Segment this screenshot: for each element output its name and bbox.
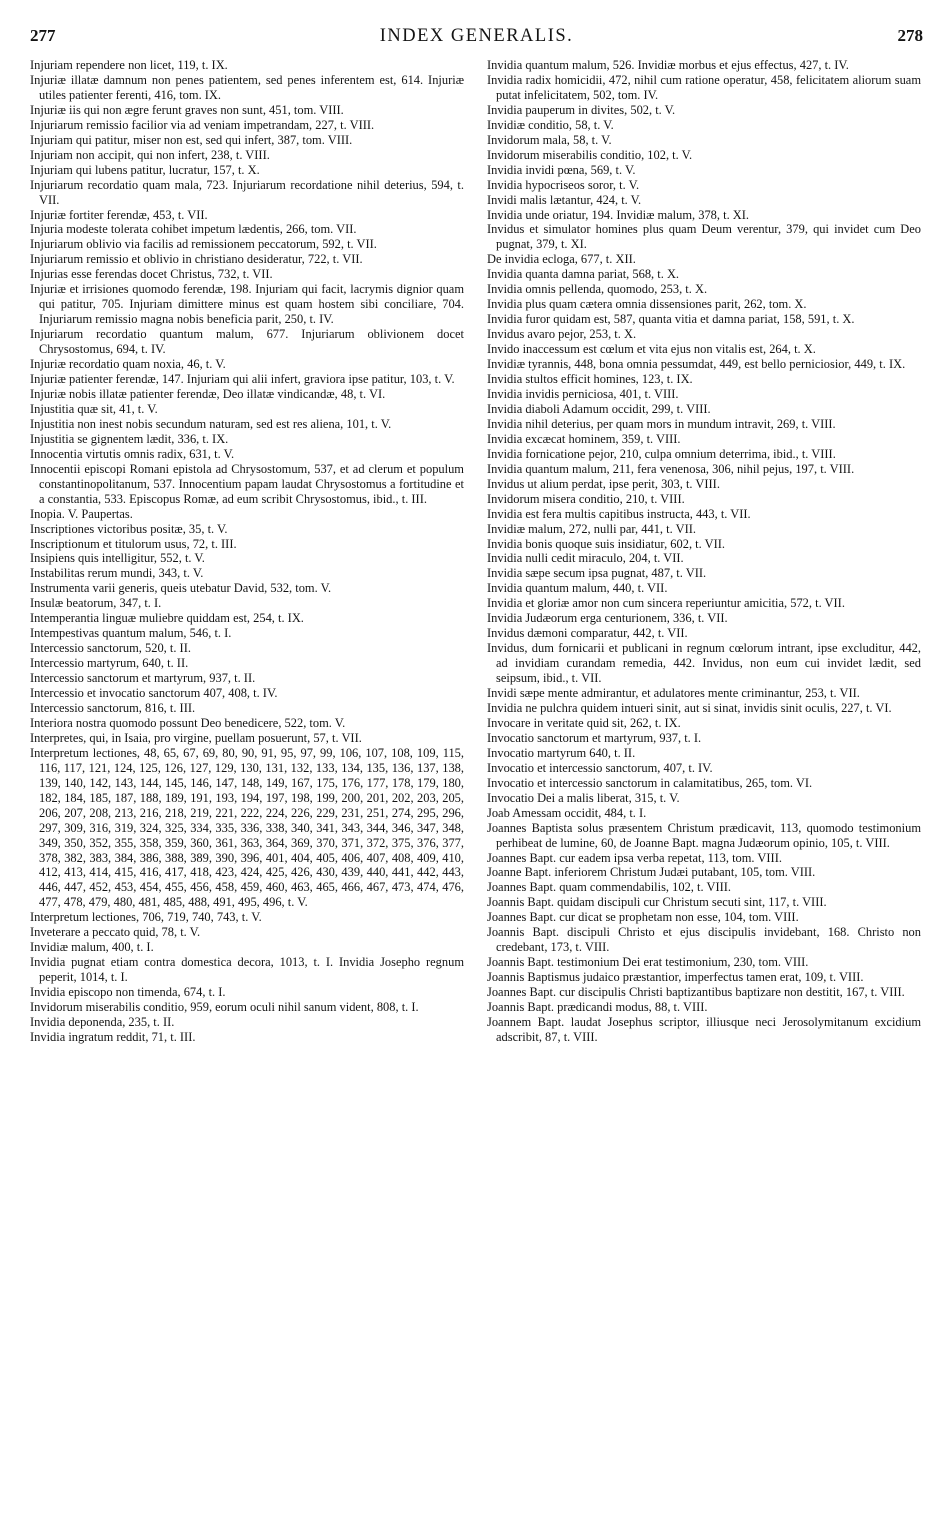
index-entry: Invidorum mala, 58, t. V. [487, 132, 612, 147]
index-entry: Injuria modeste tolerata cohibet impetum lædentis, 266, tom. VII. [30, 222, 357, 237]
index-entry: Invidia pauperum in divites, 502, t. V. [487, 102, 676, 117]
index-entry: Invidorum misera conditio, 210, t. VIII. [487, 491, 685, 506]
index-entry: Injuriarum recordatio quantum malum, 677. Injuriarum oblivionem docet Chrysostomus, 694, t. IV. [30, 327, 464, 357]
index-entry: Invidia quantum malum, 211, fera venenosa, 306, nihil pejus, 197, t. VIII. [487, 461, 855, 476]
index-entry: Invidia fornicatione pejor, 210, culpa omnium deterrima, ibid., t. VIII. [487, 446, 836, 461]
index-entry: Invidia plus quam cætera omnia dissensiones parit, 262, tom. X. [487, 297, 807, 312]
index-entry: Invocare in veritate quid sit, 262, t. IX. [487, 715, 681, 730]
index-entry: Injuriam non accipit, qui non infert, 238, t. VIII. [30, 147, 270, 162]
index-entry: Injuriæ iis qui non ægre ferunt graves non sunt, 451, tom. VIII. [30, 102, 344, 117]
index-entry: Invidorum miserabilis conditio, 102, t. V. [487, 147, 693, 162]
index-entry: Interiora nostra quomodo possunt Deo benedicere, 522, tom. V. [30, 715, 346, 730]
index-entry: Invidia quanta damna pariat, 568, t. X. [487, 267, 680, 282]
index-entry: Intemperantia linguæ muliebre quiddam est, 254, t. IX. [30, 611, 304, 626]
index-entry: Injuriarum remissio facilior via ad veniam impetrandam, 227, t. VIII. [30, 117, 375, 132]
index-entry: Invidia sæpe secum ipsa pugnat, 487, t. VII. [487, 566, 707, 581]
index-entry: Injuriarum remissio et oblivio in christiano desideratur, 722, t. VII. [30, 252, 363, 267]
index-entry: Intercessio martyrum, 640, t. II. [30, 656, 189, 671]
index-entry: Injuriam rependere non licet, 119, t. IX. [30, 58, 228, 72]
running-head [30, 26, 923, 58]
right-page-number: 278 [897, 26, 923, 45]
index-entry: Invidus avaro pejor, 253, t. X. [487, 327, 637, 342]
index-entry: Invidia episcopo non timenda, 674, t. I. [30, 985, 226, 1000]
index-entry: Joannis Bapt. quidam discipuli cur Christum secuti sint, 117, t. VIII. [487, 895, 827, 910]
index-entry: Invidi sæpe mente admirantur, et adulatores mente criminantur, 253, t. VII. [487, 686, 860, 701]
index-entry: Joannes Bapt. cur dicat se prophetam non esse, 104, tom. VIII. [487, 910, 799, 925]
index-entry: Invocatio martyrum 640, t. II. [487, 745, 636, 760]
index-entry: Invidia Judæorum erga centurionem, 336, t. VII. [487, 611, 728, 626]
index-entry: De invidia ecloga, 677, t. XII. [487, 252, 636, 267]
right-column [487, 58, 921, 1045]
index-entry: Invidia excæcat hominem, 359, t. VIII. [487, 431, 681, 446]
index-entry: Intercessio et invocatio sanctorum 407, 408, t. IV. [30, 686, 278, 701]
index-entry: Invidia quantum malum, 526. Invidiæ morbus et ejus effectus, 427, t. IV. [487, 58, 849, 72]
index-entry: Joannis Bapt. discipuli Christo et ejus discipulis invidebant, 168. Christo non credebant, 173, t. VIII. [487, 925, 921, 955]
index-entry: Invidia omnis pellenda, quomodo, 253, t. X. [487, 282, 708, 297]
index-entry: Injuriæ nobis illatæ patienter ferendæ, Deo illatæ vindicandæ, 48, t. VI. [30, 386, 386, 401]
index-entry: Invidia est fera multis capitibus instructa, 443, t. VII. [487, 506, 751, 521]
index-entry: Invidiæ malum, 272, nulli par, 441, t. VII. [487, 521, 696, 536]
index-entry: Joannes Bapt. cur eadem ipsa verba repetat, 113, tom. VIII. [487, 850, 782, 865]
index-entry: Injuriæ recordatio quam noxia, 46, t. V. [30, 357, 226, 372]
index-entry: Invidia pugnat etiam contra domestica decora, 1013, t. I. Invidia Josepho regnum peperit, 1014, t. I. [30, 955, 464, 985]
index-entry: Invidus ut alium perdat, ipse perit, 303, t. VIII. [487, 476, 720, 491]
index-entry: Inopia. V. Paupertas. [30, 506, 133, 521]
index-entry: Injustitia quæ sit, 41, t. V. [30, 401, 158, 416]
index-entry: Innocentii episcopi Romani epistola ad Chrysostomum, 537, et ad clerum et populum constantinopolitanum, 537. Innocentium papam laudat Chrysostomus a fortitudine et a constantia, 533. Episcopus Romæ, ad eum scribit Chrysostomus, ibid., t. III. [30, 461, 464, 506]
index-entry: Invidi malis lætantur, 424, t. V. [487, 192, 642, 207]
index-entry: Interpretum lectiones, 706, 719, 740, 743, t. V. [30, 910, 262, 925]
index-entry: Invidia ne pulchra quidem intueri sinit, aut si sinat, invidis sinit oculis, 227, t. VI. [487, 700, 892, 715]
index-entry: Joannem Bapt. laudat Josephus scriptor, illiusque neci Jerosolymitanum excidium adscribit, 87, t. VIII. [487, 1015, 921, 1044]
index-entry: Joannes Baptista solus præsentem Christum prædicavit, 113, quomodo testimonium perhibeat de lumine, 60, de Joanne Bapt. magna Judæorum opinio, 105, t. VIII. [487, 820, 921, 850]
index-entry: Invocatio sanctorum et martyrum, 937, t. I. [487, 730, 702, 745]
index-entry: Invidiæ tyrannis, 448, bona omnia pessumdat, 449, est bello perniciosior, 449, t. IX. [487, 357, 906, 372]
index-entry: Joanne Bapt. inferiorem Christum Judæi putabant, 105, tom. VIII. [487, 865, 816, 880]
index-entry: Invidia unde oriatur, 194. Invidiæ malum, 378, t. XI. [487, 207, 750, 222]
index-entry: Injuriarum oblivio via facilis ad remissionem peccatorum, 592, t. VII. [30, 237, 377, 252]
index-entry: Invidia nihil deterius, per quam mors in mundum intravit, 269, t. VIII. [487, 416, 836, 431]
index-columns [30, 58, 923, 1045]
index-entry: Interpretum lectiones, 48, 65, 67, 69, 80, 90, 91, 95, 97, 99, 106, 107, 108, 109, 115, 116, 117, 121, 124, 125, 126, 127, 129, 130, 131, 132, 133, 134, 135, 136, 137, 138, 139, 140, 142, 143, 144, 145, 146, 147, 148, 149, 167, 175, 176, 177, 178, 179, 180, 182, 184, 185, 187, 188, 189, 191, 193, 194, 197, 198, 199, 200, 201, 202, 203, 205, 206, 207, 208, 213, 216, 218, 219, 221, 222, 224, 226, 229, 231, 251, 274, 295, 296, 297, 309, 316, 319, 324, 325, 334, 335, 336, 338, 340, 341, 343, 344, 346, 347, 348, 349, 350, 352, 355, 358, 359, 360, 361, 363, 364, 369, 370, 371, 372, 375, 376, 377, 378, 382, 383, 384, 386, 388, 389, 390, 396, 401, 404, 405, 406, 407, 408, 409, 410, 412, 413, 414, 415, 416, 417, 418, 423, 424, 425, 426, 430, 439, 440, 441, 442, 443, 446, 447, 452, 453, 454, 455, 456, 458, 459, 460, 463, 465, 466, 467, 473, 474, 476, 477, 478, 479, 480, 481, 485, 488, 491, 495, 496, t. V. [30, 745, 464, 910]
index-entry: Intempestivas quantum malum, 546, t. I. [30, 626, 232, 641]
index-entry: Invidia stultos efficit homines, 123, t. IX. [487, 372, 693, 387]
index-entry: Invidus et simulator homines plus quam Deum verentur, 379, qui invidet cum Deo pugnat, 379, t. XI. [487, 222, 921, 252]
index-entry: Invocatio et intercessio sanctorum, 407, t. IV. [487, 760, 713, 775]
index-entry: Invidus, dum fornicarii et publicani in regnum cœlorum intrant, ipse excluditur, 442, ad invidiam curandam remedia, 442. Invidus, non eum cui invidet lædit, sed seipsum, ibid., t. VII. [487, 641, 921, 686]
index-entry: Intercessio sanctorum, 520, t. II. [30, 641, 191, 656]
index-entry: Invidorum miserabilis conditio, 959, eorum oculi nihil sanum vident, 808, t. I. [30, 1000, 419, 1015]
index-entry: Invidia diaboli Adamum occidit, 299, t. VIII. [487, 401, 711, 416]
page-title: INDEX GENERALIS. [379, 26, 574, 46]
index-entry: Injuriæ fortiter ferendæ, 453, t. VII. [30, 207, 208, 222]
index-entry: Invidia et gloriæ amor non cum sincera reperiuntur amicitia, 572, t. VII. [487, 596, 845, 611]
index-entry: Invidia furor quidam est, 587, quanta vitia et damna pariat, 158, 591, t. X. [487, 312, 855, 327]
index-entry: Injuriam qui lubens patitur, lucratur, 157, t. X. [30, 162, 260, 177]
index-entry: Invocatio et intercessio sanctorum in calamitatibus, 265, tom. VI. [487, 775, 813, 790]
left-column [30, 58, 464, 1045]
index-entry: Interpretes, qui, in Isaia, pro virgine, puellam posuerunt, 57, t. VII. [30, 730, 362, 745]
index-entry: Invidia deponenda, 235, t. II. [30, 1015, 175, 1029]
index-entry: Injuriæ illatæ damnum non penes patientem, sed penes inferentem est, 614. Injuriæ utiles patienter ferenti, 416, tom. IX. [30, 72, 464, 102]
index-entry: Invidia bonis quoque suis insidiatur, 602, t. VII. [487, 536, 725, 551]
index-entry: Injustitia non inest nobis secundum naturam, sed est res aliena, 101, t. V. [30, 416, 392, 431]
index-entry: Joannes Bapt. quam commendabilis, 102, t. VIII. [487, 880, 731, 895]
index-entry: Invidia invidis perniciosa, 401, t. VIII. [487, 386, 679, 401]
index-entry: Invidia hypocriseos soror, t. V. [487, 177, 640, 192]
index-entry: Invidia invidi pœna, 569, t. V. [487, 162, 636, 177]
index-entry: Inscriptiones victoribus positæ, 35, t. V. [30, 521, 228, 536]
index-entry: Invidiæ conditio, 58, t. V. [487, 117, 614, 132]
index-entry: Joannis Baptismus judaico præstantior, imperfectus tamen erat, 109, t. VIII. [487, 970, 864, 985]
index-entry: Instabilitas rerum mundi, 343, t. V. [30, 566, 204, 581]
index-entry: Injuriæ et irrisiones quomodo ferendæ, 198. Injuriam qui facit, lacrymis dignior quam qui patitur, 705. Injuriam dimittere minus est quam hostem sibi conciliare, 704. Injuriarum remissio magna nobis beneficia parit, 250, t. IV. [30, 282, 464, 327]
index-entry: Invocatio Dei a malis liberat, 315, t. V. [487, 790, 680, 805]
left-page-number: 277 [30, 26, 56, 45]
index-entry: Invidia quantum malum, 440, t. VII. [487, 581, 668, 596]
index-entry: Insipiens quis intelligitur, 552, t. V. [30, 551, 205, 566]
index-entry: Invido inaccessum est cœlum et vita ejus non vitalis est, 264, t. X. [487, 342, 816, 357]
index-entry: Innocentia virtutis omnis radix, 631, t. V. [30, 446, 235, 461]
index-entry: Injuriam qui patitur, miser non est, sed qui infert, 387, tom. VIII. [30, 132, 353, 147]
index-entry: Joannes Bapt. cur discipulis Christi baptizantibus baptizare non destitit, 167, t. VIII. [487, 985, 905, 1000]
index-entry: Inveterare a peccato quid, 78, t. V. [30, 925, 201, 940]
index-entry: Injurias esse ferendas docet Christus, 732, t. VII. [30, 267, 273, 282]
index-entry: Invidia radix homicidii, 472, nihil cum ratione operatur, 458, felicitatem aliorum suam putat infelicitatem, 502, tom. IV. [487, 72, 921, 102]
index-entry: Insulæ beatorum, 347, t. I. [30, 596, 162, 611]
index-entry: Inscriptionum et titulorum usus, 72, t. III. [30, 536, 237, 551]
index-entry: Joab Amessam occidit, 484, t. I. [487, 805, 647, 820]
index-entry: Invidia ingratum reddit, 71, t. III. [30, 1029, 196, 1044]
index-entry: Invidiæ malum, 400, t. I. [30, 940, 154, 955]
index-entry: Invidus dæmoni comparatur, 442, t. VII. [487, 626, 688, 641]
index-entry: Injuriarum recordatio quam mala, 723. Injuriarum recordatione nihil deterius, 594, t. VII. [30, 177, 464, 207]
index-entry: Joannis Bapt. testimonium Dei erat testimonium, 230, tom. VIII. [487, 955, 809, 970]
index-entry: Instrumenta varii generis, queis utebatur David, 532, tom. V. [30, 581, 332, 596]
index-entry: Intercessio sanctorum et martyrum, 937, t. II. [30, 671, 256, 686]
index-entry: Injuriæ patienter ferendæ, 147. Injuriam qui alii infert, graviora ipse patitur, 103, t. V. [30, 372, 455, 387]
index-entry: Joannis Bapt. prædicandi modus, 88, t. VIII. [487, 1000, 708, 1015]
index-entry: Injustitia se gignentem lædit, 336, t. IX. [30, 431, 229, 446]
index-entry: Invidia nulli cedit miraculo, 204, t. VII. [487, 551, 684, 566]
index-entry: Intercessio sanctorum, 816, t. III. [30, 700, 196, 715]
